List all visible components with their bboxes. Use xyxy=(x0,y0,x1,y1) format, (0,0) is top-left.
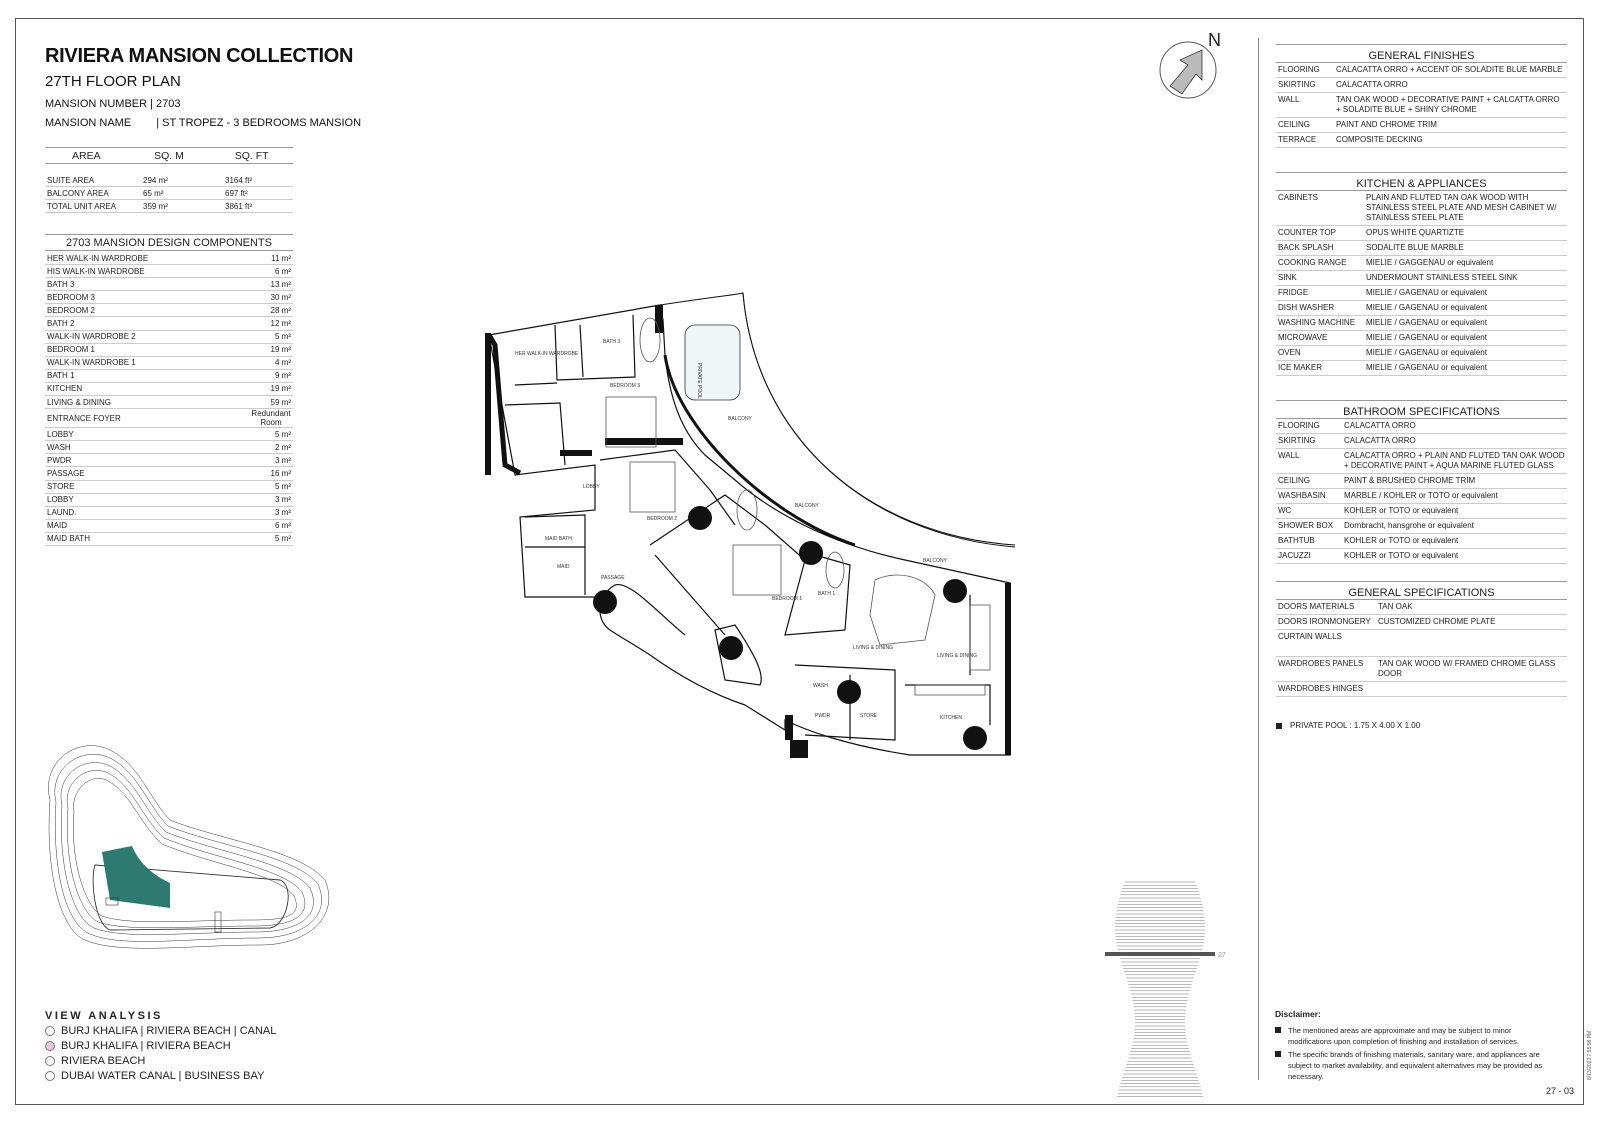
spec-row xyxy=(1276,519,1567,534)
sqft-header: SQ. FT xyxy=(234,149,269,162)
component-name: BEDROOM 1 xyxy=(47,345,96,355)
spec-key: ICE MAKER xyxy=(1278,363,1323,372)
spec-row xyxy=(1276,549,1567,564)
label-maid-bath: MAID BATH xyxy=(545,536,572,542)
component-name: BEDROOM 3 xyxy=(47,292,96,302)
spec-row xyxy=(1276,301,1567,316)
spec-value: Dornbracht, hansgrohe or equivalent xyxy=(1344,521,1474,530)
spec-key: FLOORING xyxy=(1278,65,1320,74)
component-name: BEDROOM 2 xyxy=(47,305,96,315)
component-row xyxy=(45,252,293,265)
spec-key: CURTAIN WALLS xyxy=(1278,632,1342,641)
component-area: 59 m² xyxy=(270,397,291,407)
page-number: 27 - 03 xyxy=(1546,1086,1575,1096)
view-label: DUBAI WATER CANAL | BUSINESS BAY xyxy=(61,1070,265,1082)
component-name: HER WALK-IN WARDROBE xyxy=(47,253,149,263)
component-area: 9 m² xyxy=(275,371,291,381)
spec-row xyxy=(1276,361,1567,376)
component-name: LAUND. xyxy=(47,508,77,518)
label-store: STORE xyxy=(860,713,878,719)
area-cell: 294 m² xyxy=(143,175,168,185)
component-area: 13 m² xyxy=(270,279,291,289)
view-dot-icon xyxy=(45,1056,55,1066)
spec-row xyxy=(1276,434,1567,449)
spec-value: MIELIE / GAGENAU or equivalent xyxy=(1366,333,1487,342)
spec-key: SHOWER BOX xyxy=(1278,521,1334,530)
area-header: AREA xyxy=(72,149,101,162)
spec-row xyxy=(1276,286,1567,301)
spec-value: MIELIE / GAGENAU or equivalent xyxy=(1366,318,1487,327)
label-passage: PASSAGE xyxy=(601,575,625,581)
spec-row xyxy=(1276,316,1567,331)
general-finishes-title: GENERAL FINISHES xyxy=(1276,44,1567,63)
spec-row xyxy=(1276,191,1567,226)
label-living-dining-2: LIVING & DINING xyxy=(937,653,978,659)
view-analysis-item xyxy=(45,1040,231,1052)
component-row xyxy=(45,357,293,370)
mansion-name-value: | ST TROPEZ - 3 BEDROOMS MANSION xyxy=(156,117,362,129)
spec-value: TAN OAK WOOD + DECORATIVE PAINT + CALCATTA ORRO + SOLADITE BLUE + SHINY CHROME xyxy=(1336,95,1560,114)
component-row xyxy=(45,467,293,480)
spec-row xyxy=(1276,63,1567,78)
kitchen-table xyxy=(1276,172,1567,376)
spec-key: WARDROBES PANELS xyxy=(1278,659,1364,668)
spec-value: KOHLER or TOTO or equivalent xyxy=(1344,551,1459,560)
component-area: 2 m² xyxy=(275,442,291,452)
spec-row xyxy=(1276,419,1567,434)
spec-row xyxy=(1276,600,1567,615)
component-area: 3 m² xyxy=(275,495,291,505)
component-row xyxy=(45,304,293,317)
component-name: WASH xyxy=(47,442,71,452)
label-bedroom3: BEDROOM 3 xyxy=(610,383,641,389)
area-row xyxy=(45,187,293,200)
label-lobby: LOBBY xyxy=(583,484,600,490)
spec-row xyxy=(1276,118,1567,133)
site-plan xyxy=(40,740,340,970)
area-cell: 3861 ft² xyxy=(225,201,253,211)
spec-value: MIELIE / GAGENAU or equivalent xyxy=(1366,288,1487,297)
view-dot-icon xyxy=(45,1026,55,1036)
spec-value: CUSTOMIZED CHROME PLATE xyxy=(1378,617,1496,626)
component-area: 5 m² xyxy=(275,534,291,544)
spec-row xyxy=(1276,256,1567,271)
spec-row xyxy=(1276,615,1567,630)
component-area: 28 m² xyxy=(270,305,291,315)
spec-value: CALACATTA ORRO xyxy=(1344,436,1416,445)
component-area: 3 m² xyxy=(275,455,291,465)
spec-key: COOKING RANGE xyxy=(1278,258,1347,267)
label-bath3: BATH 3 xyxy=(603,339,621,345)
spec-value: TAN OAK WOOD W/ FRAMED CHROME GLASS DOOR xyxy=(1378,659,1556,678)
spec-value: PAINT & BRUSHED CHROME TRIM xyxy=(1344,476,1476,485)
label-living-dining-1: LIVING & DINING xyxy=(853,645,894,651)
spec-key: BATHTUB xyxy=(1278,536,1315,545)
spec-key: DOORS IRONMONGERY xyxy=(1278,617,1371,626)
component-area: 5 m² xyxy=(275,429,291,439)
spec-value: PLAIN AND FLUTED TAN OAK WOOD WITH STAINLESS STEEL PLATE AND MESH CABINET W/ STAINLESS STEEL PLATE xyxy=(1366,193,1557,222)
label-private-pool: PRIVATE POOL xyxy=(696,363,702,399)
spec-value: CALACATTA ORRO + PLAIN AND FLUTED TAN OAK WOOD + DECORATIVE PAINT + AQUA MARINE FLUTED GLASS xyxy=(1344,451,1565,470)
spec-value: PAINT AND CHROME TRIM xyxy=(1336,120,1437,129)
component-name: BATH 2 xyxy=(47,319,75,329)
site-plan-highlight xyxy=(102,846,170,908)
spec-key: SKIRTING xyxy=(1278,436,1316,445)
spec-value: TAN OAK xyxy=(1378,602,1413,611)
spec-key: CEILING xyxy=(1278,120,1311,129)
component-row xyxy=(45,265,293,278)
component-name: HIS WALK-IN WARDROBE xyxy=(47,266,145,276)
area-table-header xyxy=(45,147,293,164)
spec-value: MARBLE / KOHLER or TOTO or equivalent xyxy=(1344,491,1498,500)
component-name: MAID BATH xyxy=(47,534,90,544)
component-row xyxy=(45,396,293,409)
spec-row xyxy=(1276,449,1567,474)
component-row xyxy=(45,454,293,467)
mansion-name xyxy=(45,117,361,129)
spec-row xyxy=(1276,534,1567,549)
view-dot-icon xyxy=(45,1041,55,1051)
spec-key: COUNTER TOP xyxy=(1278,228,1336,237)
component-row xyxy=(45,428,293,441)
component-name: LIVING & DINING xyxy=(47,397,112,407)
general-specs-title: GENERAL SPECIFICATIONS xyxy=(1276,581,1567,600)
view-analysis-item xyxy=(45,1025,276,1037)
area-row xyxy=(45,174,293,187)
bathroom-title: BATHROOM SPECIFICATIONS xyxy=(1276,400,1567,419)
component-row xyxy=(45,278,293,291)
spec-value: MIELIE / GAGENAU or equivalent xyxy=(1366,348,1487,357)
component-name: LOBBY xyxy=(47,495,74,505)
area-cell: BALCONY AREA xyxy=(47,188,109,198)
component-row xyxy=(45,409,293,428)
spec-key: WASHBASIN xyxy=(1278,491,1326,500)
label-wash: WASH xyxy=(813,683,828,689)
component-name: ENTRANCE FOYER xyxy=(47,413,121,423)
spec-key: OVEN xyxy=(1278,348,1301,357)
view-dot-icon xyxy=(45,1071,55,1081)
component-row xyxy=(45,383,293,396)
spec-row xyxy=(1276,241,1567,256)
component-area: 19 m² xyxy=(270,345,291,355)
spec-key: TERRACE xyxy=(1278,135,1317,144)
component-area: 5 m² xyxy=(275,332,291,342)
area-row xyxy=(45,200,293,213)
spec-row xyxy=(1276,682,1567,697)
components-title: 2703 MANSION DESIGN COMPONENTS xyxy=(45,234,293,251)
spec-key: DISH WASHER xyxy=(1278,303,1335,312)
component-name: BATH 3 xyxy=(47,279,75,289)
area-table xyxy=(45,147,293,213)
area-cell: 697 ft² xyxy=(225,188,248,198)
component-row xyxy=(45,370,293,383)
component-area: 30 m² xyxy=(270,292,291,302)
mansion-number-label: MANSION NUMBER xyxy=(45,98,148,110)
spec-key: DOORS MATERIALS xyxy=(1278,602,1355,611)
components-list xyxy=(45,252,293,546)
component-name: KITCHEN xyxy=(47,384,83,394)
page-title: RIVIERA MANSION COLLECTION xyxy=(45,45,354,67)
print-timestamp: 8/13/2023 7:55:58 PM xyxy=(1587,1030,1593,1080)
component-name: PASSAGE xyxy=(47,468,85,478)
view-analysis-item xyxy=(45,1070,264,1082)
label-balcony-3: BALCONY xyxy=(923,558,947,564)
component-name: BATH 1 xyxy=(47,371,75,381)
disclaimer-text-1: The mentioned areas are approximate and may be subject to minor modifications upon completion of finishing and installation of services. xyxy=(1288,1026,1519,1046)
label-balcony-1: BALCONY xyxy=(728,416,752,422)
spec-row xyxy=(1276,489,1567,504)
component-name: WALK-IN WARDROBE 1 xyxy=(47,358,136,368)
north-label: N xyxy=(1208,30,1221,50)
spec-value: MIELIE / GAGENAU or equivalent xyxy=(1366,303,1487,312)
spec-key: WALL xyxy=(1278,451,1300,460)
view-label: RIVIERA BEACH xyxy=(61,1055,146,1067)
spec-key: SINK xyxy=(1278,273,1297,282)
spec-value: SODALITE BLUE MARBLE xyxy=(1366,243,1464,252)
area-cell: 359 m² xyxy=(143,201,168,211)
area-cell: TOTAL UNIT AREA xyxy=(47,201,117,211)
spec-key: SKIRTING xyxy=(1278,80,1316,89)
pool-text: PRIVATE POOL : 1.75 X 4.00 X 1.00 xyxy=(1290,721,1421,730)
spec-value: OPUS WHITE QUARTIZTE xyxy=(1366,228,1465,237)
component-name: STORE xyxy=(47,482,75,492)
component-row xyxy=(45,481,293,494)
sqm-header: SQ. M xyxy=(154,149,184,162)
component-area: 19 m² xyxy=(270,384,291,394)
component-area: 5 m² xyxy=(275,482,291,492)
component-area: 6 m² xyxy=(275,521,291,531)
area-cell: 3164 ft² xyxy=(225,175,253,185)
general-specs-table xyxy=(1276,581,1567,697)
mansion-number-value: | 2703 xyxy=(150,98,181,110)
column-divider xyxy=(1258,38,1259,1080)
spec-key: WARDROBES HINGES xyxy=(1278,684,1364,693)
view-label: BURJ KHALIFA | RIVIERA BEACH | CANAL xyxy=(61,1025,277,1037)
spec-key: CEILING xyxy=(1278,476,1311,485)
component-row xyxy=(45,507,293,520)
general-finishes-table xyxy=(1276,44,1567,148)
spec-value: CALACATTA ORRO xyxy=(1344,421,1416,430)
view-analysis-item xyxy=(45,1055,145,1067)
component-name: MAID xyxy=(47,521,67,531)
spec-value: UNDERMOUNT STAINLESS STEEL SINK xyxy=(1366,273,1518,282)
label-kitchen: KITCHEN xyxy=(940,715,962,721)
spec-key: CABINETS xyxy=(1278,193,1319,202)
spec-row xyxy=(1276,346,1567,361)
kitchen-title: KITCHEN & APPLIANCES xyxy=(1276,172,1567,191)
spec-row xyxy=(1276,657,1567,682)
component-area: 11 m² xyxy=(271,253,291,263)
component-area: 6 m² xyxy=(275,266,291,276)
spec-value: CALACATTA ORRO xyxy=(1336,80,1408,89)
disclaimer-title: Disclaimer: xyxy=(1275,1009,1321,1019)
view-analysis-title: VIEW ANALYSIS xyxy=(45,1010,163,1022)
spec-value: KOHLER or TOTO or equivalent xyxy=(1344,506,1459,515)
spec-row xyxy=(1276,630,1567,657)
label-her-walk-in: HER WALK-IN WARDROBE xyxy=(515,351,579,357)
area-cell: SUITE AREA xyxy=(47,175,95,185)
area-rows xyxy=(45,174,293,213)
spec-row xyxy=(1276,331,1567,346)
spec-key: MICROWAVE xyxy=(1278,333,1328,342)
spec-row xyxy=(1276,271,1567,286)
spec-value: MIELIE / GAGGENAU or equivalent xyxy=(1366,258,1494,267)
spec-row xyxy=(1276,93,1567,118)
component-area: Redundant Room xyxy=(251,409,291,428)
spec-row xyxy=(1276,133,1567,148)
component-row xyxy=(45,533,293,546)
component-row xyxy=(45,331,293,344)
disclaimer-text-2: The specific brands of finishing materials, sanitary ware, and appliances are subject to market availability, and equivalent alternatives may be provided as necessary. xyxy=(1288,1050,1543,1081)
component-row xyxy=(45,344,293,357)
spec-value: CALACATTA ORRO + ACCENT OF SOLADITE BLUE MARBLE xyxy=(1336,65,1563,74)
spec-key: FRIDGE xyxy=(1278,288,1309,297)
area-cell: 65 m² xyxy=(143,188,164,198)
bathroom-table xyxy=(1276,400,1567,564)
spec-row xyxy=(1276,504,1567,519)
label-maid: MAID xyxy=(557,564,570,570)
label-bedroom2: BEDROOM 2 xyxy=(647,516,678,522)
spec-value: COMPOSITE DECKING xyxy=(1336,135,1423,144)
spec-row xyxy=(1276,474,1567,489)
component-name: PWDR xyxy=(47,455,72,465)
label-bath1: BATH 1 xyxy=(818,591,836,597)
component-row xyxy=(45,494,293,507)
component-row xyxy=(45,291,293,304)
disclaimer-item xyxy=(1275,1025,1550,1047)
mansion-number xyxy=(45,98,181,110)
component-area: 12 m² xyxy=(270,319,291,329)
spec-row xyxy=(1276,78,1567,93)
disclaimer-item xyxy=(1275,1049,1550,1082)
component-row xyxy=(45,520,293,533)
spec-value: KOHLER or TOTO or equivalent xyxy=(1344,536,1459,545)
component-name: WALK-IN WARDROBE 2 xyxy=(47,332,136,342)
floor-plan xyxy=(485,285,1025,765)
spec-key: BACK SPLASH xyxy=(1278,243,1334,252)
component-area: 4 m² xyxy=(275,358,291,368)
component-row xyxy=(45,317,293,330)
private-pool-note xyxy=(1276,721,1420,730)
component-area: 3 m² xyxy=(275,508,291,518)
label-bedroom1: BEDROOM 1 xyxy=(772,596,803,602)
mansion-name-label: MANSION NAME xyxy=(45,117,132,129)
component-name: LOBBY xyxy=(47,429,74,439)
floor-marker: 27 xyxy=(1218,952,1226,959)
elevation-diagram xyxy=(1105,880,1225,1102)
spec-key: JACUZZI xyxy=(1278,551,1311,560)
spec-key: FLOORING xyxy=(1278,421,1320,430)
component-row xyxy=(45,441,293,454)
spec-key: WASHING MACHINE xyxy=(1278,318,1356,327)
view-label: BURJ KHALIFA | RIVIERA BEACH xyxy=(61,1040,231,1052)
spec-key: WALL xyxy=(1278,95,1300,104)
spec-value: MIELIE / GAGENAU or equivalent xyxy=(1366,363,1487,372)
label-pwdr: PWDR xyxy=(815,713,831,719)
component-area: 16 m² xyxy=(270,468,291,478)
floor-title: 27TH FLOOR PLAN xyxy=(45,73,181,90)
spec-row xyxy=(1276,226,1567,241)
spec-key: WC xyxy=(1278,506,1292,515)
label-balcony-2: BALCONY xyxy=(795,503,819,509)
